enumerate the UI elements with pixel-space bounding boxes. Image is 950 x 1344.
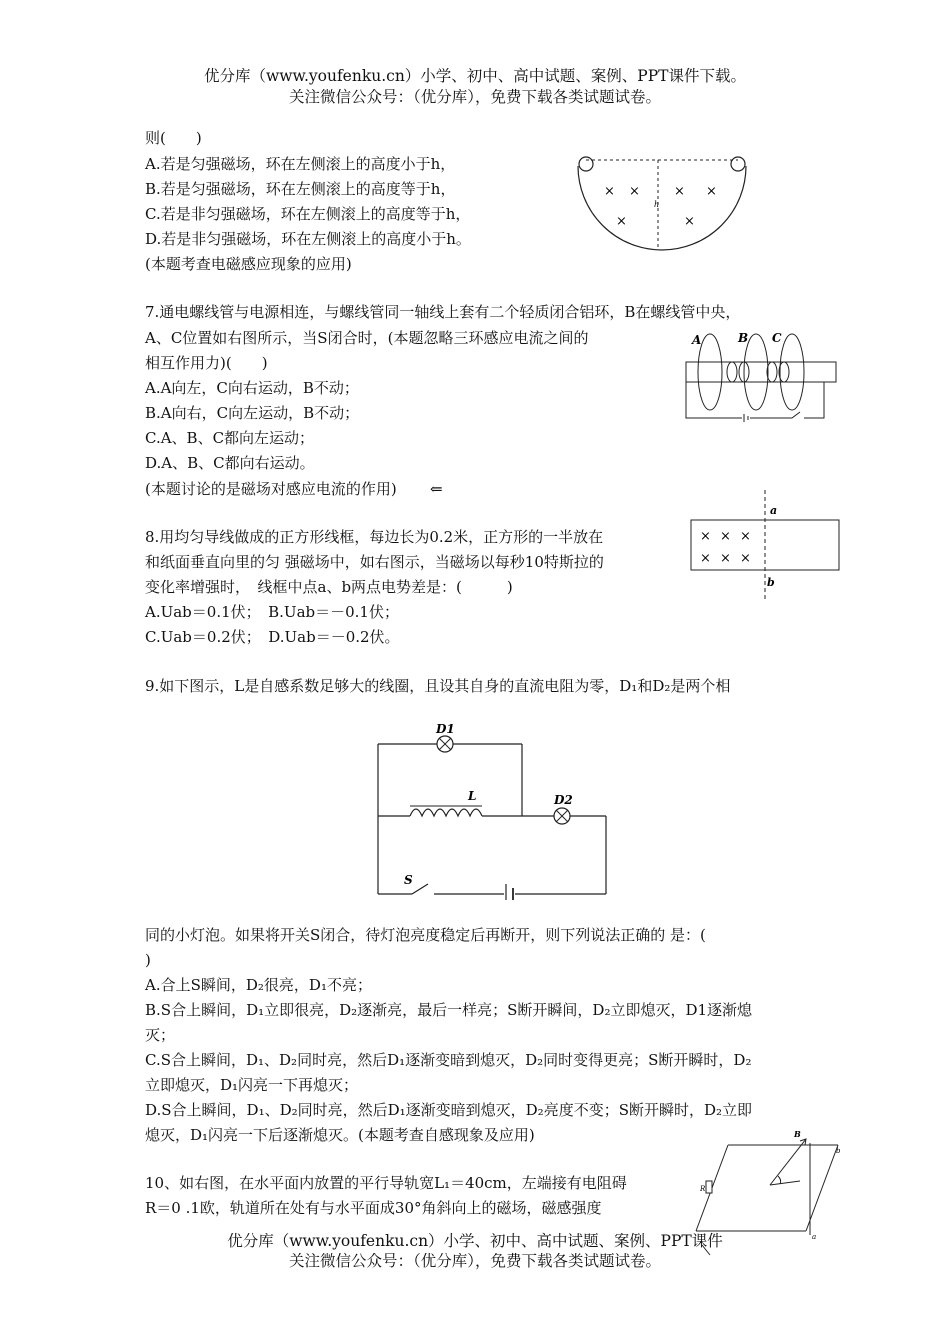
header-line-2: 关注微信公众号：（优分库），免费下载各类试题试卷。 — [288, 88, 661, 106]
q9-stem-3: ) — [145, 951, 151, 969]
q8-stem-1: 8.用均匀导线做成的正方形线框，每边长为0.2米，正方形的一半放在 — [145, 528, 604, 546]
switch-s-label: S — [404, 873, 413, 887]
q6-option-d: D.若是非匀强磁场，环在左侧滚上的高度小于h。 — [145, 230, 471, 248]
height-label: h — [654, 200, 660, 209]
q9-option-b-2: 灭； — [145, 1026, 176, 1044]
q6-note: (本题考查电磁感应现象的应用) — [145, 255, 352, 273]
arrow-mark: ⇐ — [430, 480, 443, 498]
field-cross-4: × — [706, 184, 717, 199]
q7-stem-1: 7.通电螺线管与电源相连，与螺线管同一轴线上套有二个轻质闭合铝环，B在螺线管中央， — [145, 303, 741, 321]
q6-lead: 则( ) — [145, 129, 202, 147]
field-b-label: B — [794, 1129, 801, 1139]
q9-option-d-2: 熄灭，D₁闪亮一下后逐渐熄灭。(本题考查自感现象及应用) — [145, 1126, 535, 1144]
q7-solenoid-figure — [682, 328, 842, 428]
q9-circuit-figure — [372, 720, 612, 900]
q6-option-c: C.若是非匀强磁场，环在左侧滚上的高度等于h， — [145, 205, 471, 223]
q7-option-b: B.A向右，C向左运动，B不动； — [145, 404, 360, 422]
field-cross-2: × — [629, 184, 640, 199]
q9-stem-2: 同的小灯泡。如果将开关S闭合，待灯泡亮度稳定后再断开，则下列说法正确的 是：( — [145, 926, 706, 944]
field-cross: × — [740, 529, 751, 544]
resistor-r-label: R — [700, 1185, 706, 1193]
q10-stem-1: 10、如右图，在水平面内放置的平行导轨宽L₁＝40cm，左端接有电阻碍 — [145, 1174, 627, 1192]
ring-b-label: B — [738, 331, 749, 345]
field-cross-3: × — [674, 184, 685, 199]
point-b-label: b — [767, 576, 775, 589]
ring-c-label: C — [772, 331, 782, 345]
q9-option-b-1: B.S合上瞬间，D₁立即很亮，D₂逐渐亮，最后一样亮；S断开瞬间，D₂立即熄灭，D1逐渐熄 — [145, 1001, 753, 1019]
header-line-1: 优分库（www.youfenku.cn）小学、初中、高中试题、案例、PPT课件下载。 — [203, 67, 747, 85]
q6-option-a: A.若是匀强磁场，环在左侧滚上的高度小于h， — [145, 155, 456, 173]
rail-b-label: b — [836, 1147, 841, 1155]
field-cross: × — [700, 529, 711, 544]
q8-stem-2: 和纸面垂直向里的匀 强磁场中，如右图示，当磁场以每秒10特斯拉的 — [145, 553, 604, 571]
q9-option-d-1: D.S合上瞬间，D₁、D₂同时亮，然后D₁逐渐变暗到熄灭，D₂亮度不变；S断开瞬时，D₂立即 — [145, 1101, 753, 1119]
field-cross-5: × — [616, 214, 627, 229]
q9-option-c-1: C.S合上瞬间，D₁、D₂同时亮，然后D₁逐渐变暗到熄灭，D₂同时变得更亮；S断开瞬时，D₂ — [145, 1051, 752, 1069]
footer-line-1: 优分库（www.youfenku.cn）小学、初中、高中试题、案例、PPT课件 — [227, 1232, 723, 1250]
lamp-d2-label: D2 — [554, 793, 573, 807]
point-a-label: a — [770, 504, 778, 517]
lamp-d1-label: D1 — [436, 722, 455, 736]
q8-options-cd: C.Uab＝0.2伏； D.Uab＝－0.2伏。 — [145, 628, 400, 646]
footer-line-2: 关注微信公众号：（优分库），免费下载各类试题试卷。 — [288, 1252, 661, 1270]
q7-option-d: D.A、B、C都向右运动。 — [145, 454, 315, 472]
q9-stem-1: 9.如下图示，L是自感系数足够大的线圈，且设其自身的直流电阻为零，D₁和D₂是两个相 — [145, 677, 731, 695]
field-cross: × — [700, 551, 711, 566]
field-cross-1: × — [604, 184, 615, 199]
q7-option-c: C.A、B、C都向左运动； — [145, 429, 315, 447]
q9-option-a: A.合上S瞬间，D₂很亮，D₁不亮； — [145, 976, 372, 994]
field-cross-6: × — [684, 214, 695, 229]
field-cross: × — [740, 551, 751, 566]
q6-option-b: B.若是匀强磁场，环在左侧滚上的高度等于h， — [145, 180, 456, 198]
ring-a-label: A — [692, 333, 702, 347]
q7-stem-2: A、C位置如右图所示，当S闭合时，(本题忽略三环感应电流之间的 — [145, 329, 589, 347]
q7-stem-3: 相互作用力)( ) — [145, 354, 268, 372]
rail-a-label: a — [812, 1233, 817, 1241]
q7-option-a: A.A向左，C向右运动，B不动； — [145, 379, 359, 397]
q7-note: (本题讨论的是磁场对感应电流的作用) — [145, 480, 397, 498]
q10-stem-2: R＝0 .1欧，轨道所在处有与水平面成30°角斜向上的磁场，磁感强度 — [145, 1199, 602, 1217]
q8-stem-3: 变化率增强时， 线框中点a、b两点电势差是：( ) — [145, 578, 513, 596]
q6-semicircle-figure — [574, 150, 750, 260]
field-cross: × — [720, 551, 731, 566]
q8-square-frame-figure — [688, 488, 843, 603]
field-cross: × — [720, 529, 731, 544]
q8-options-ab: A.Uab＝0.1伏； B.Uab＝－0.1伏； — [145, 603, 399, 621]
coil-l-label: L — [468, 789, 477, 803]
q9-option-c-2: 立即熄灭，D₁闪亮一下再熄灭； — [145, 1076, 359, 1094]
